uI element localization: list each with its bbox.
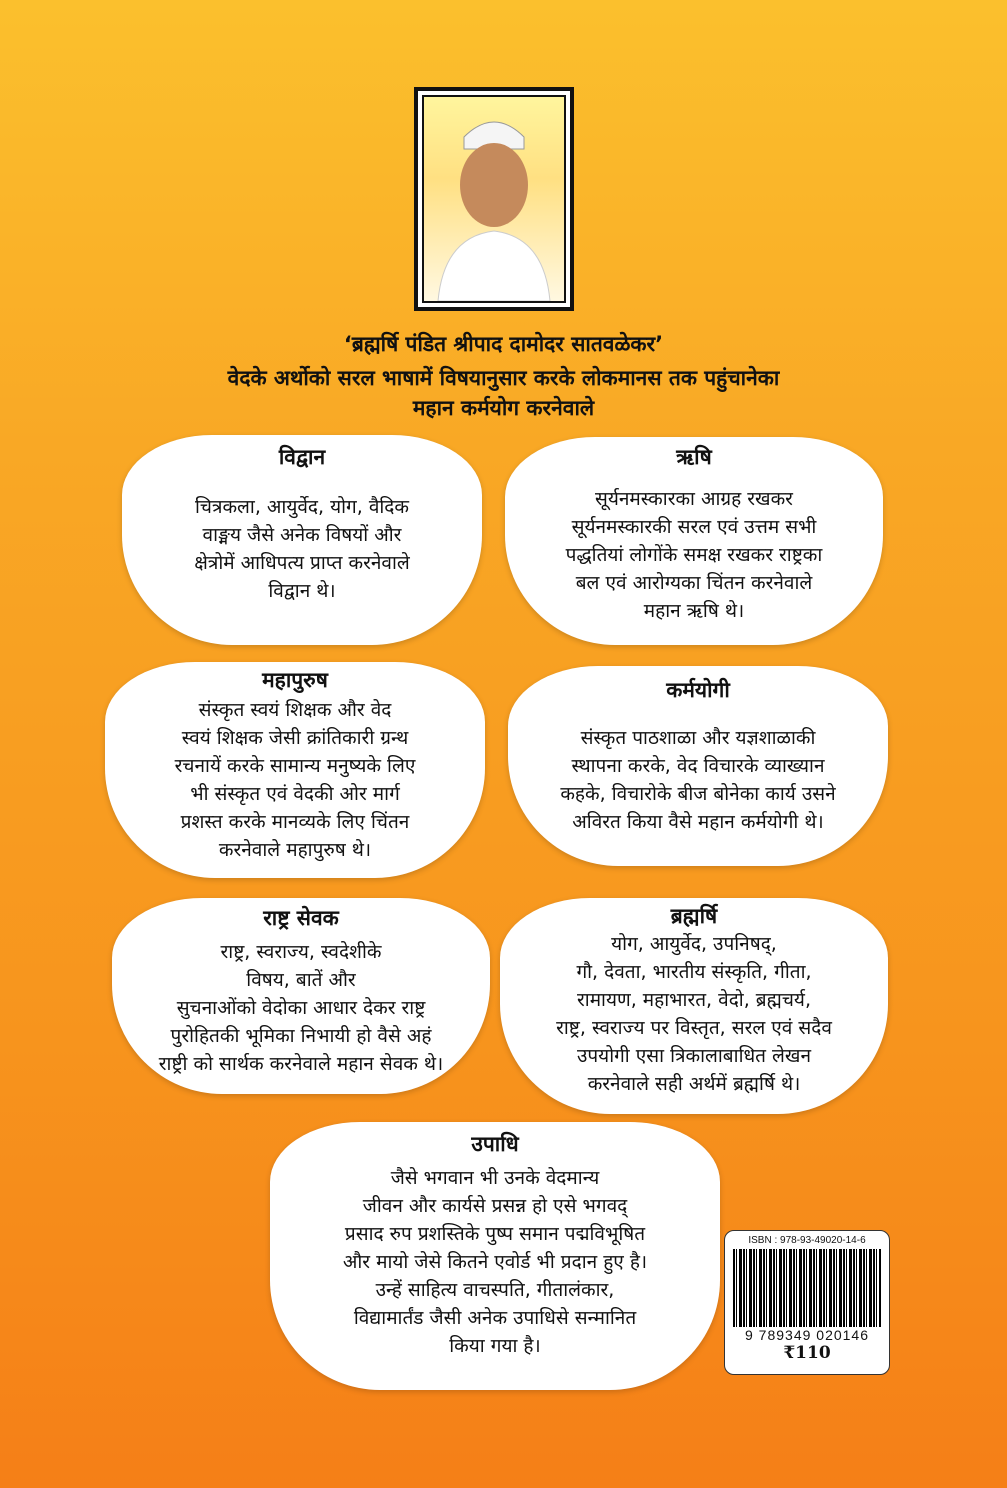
blob-title: राष्ट्र सेवक <box>263 906 339 930</box>
blob-text: सूर्यनमस्कारका आग्रह रखकर सूर्यनमस्कारकी सरल एवं उत्तम सभी पद्धतियां लोगोंके समक्ष रखकर राष्ट्रका बल एवं आरोग्यका चिंतन करनेवाले महान ऋषि थे। <box>565 488 823 622</box>
blob-text: जैसे भगवान भी उनके वेदमान्य जीवन और कार्यसे प्रसन्न हो एसे भगवद् प्रसाद रुप प्रशस्तिके पुष्प समान पद्मविभूषित और मायो जेसे कितने एवोर्ड भी प्रदान हुए है। उन्हें साहित्य वाचस्पति, गीतालंकार, विद्यामार्तंड जैसी अनेक उपाधिसे सन्मानित किया गया है। <box>342 1167 648 1357</box>
blob-text: संस्कृत स्वयं शिक्षक और वेद स्वयं शिक्षक जेसी क्रांतिकारी ग्रन्थ रचनायें करके सामान्य मनुष्यके लिए भी संस्कृत एवं वेदकी ओर मार्ग प्रशस्त करके मानव्यके लिए चिंतन करनेवाले महापुरुष थे। <box>174 699 416 861</box>
portrait-photo <box>422 95 566 303</box>
isbn-label: ISBN : 978-93-49020-14-6 <box>748 1235 866 1246</box>
barcode-icon <box>733 1249 881 1327</box>
author-portrait <box>414 87 574 311</box>
blob-title: उपाधि <box>471 1132 519 1156</box>
price: ₹110 <box>783 1343 831 1363</box>
info-blob-brahmarshi <box>500 898 888 1114</box>
info-blob-karmayogi <box>508 666 888 866</box>
intro-line: महान कर्मयोग करनेवाले <box>412 396 595 420</box>
info-blob-rishi <box>505 437 883 645</box>
isbn-number: 9 789349 020146 <box>745 1327 869 1343</box>
blob-title: कर्मयोगी <box>666 678 730 702</box>
blob-text: संस्कृत पाठशाळा और यज्ञशाळाकी स्थापना करके, वेद विचारके व्याख्यान कहके, विचारोके बीज बोनेका कार्य उसने अविरत किया वैसे महान कर्मयोगी थे। <box>560 727 836 833</box>
blob-text: चित्रकला, आयुर्वेद, योग, वैदिक वाङ्मय जैसे अनेक विषयों और क्षेत्रोमें आधिपत्य प्राप्त करनेवाले विद्वान थे। <box>194 496 410 602</box>
portrait-illustration <box>424 97 564 301</box>
info-blob-mahapurush <box>105 662 485 878</box>
intro-line: वेदके अर्थोको सरल भाषामें विषयानुसार करके लोकमानस तक पहुंचानेका <box>227 366 780 390</box>
info-blob-rashtra-sevak <box>112 898 490 1094</box>
blob-title: ऋषि <box>676 445 712 469</box>
blob-text: योग, आयुर्वेद, उपनिषद्, गौ, देवता, भारतीय संस्कृति, गीता, रामायण, महाभारत, वेदो, ब्रह्मचर्य, राष्ट्र, स्वराज्य पर विस्तृत, सरल एवं सदैव उपयोगी एसा त्रिकालाबाधित लेखन करनेवाले सही अर्थमें ब्रह्मर्षि थे। <box>556 933 832 1095</box>
blob-title: ब्रह्मर्षि <box>670 904 718 928</box>
intro-title: ‘ब्रह्मर्षि पंडित श्रीपाद दामोदर सातवळेकर’ <box>343 332 664 356</box>
blob-title: विद्वान <box>278 445 326 469</box>
info-blob-vidwan <box>122 435 482 645</box>
isbn-barcode-box <box>724 1230 890 1375</box>
blob-title: महापुरुष <box>262 668 328 692</box>
blob-text: राष्ट्र, स्वराज्य, स्वदेशीके विषय, बातें और सुचनाओंको वेदोका आधार देकर राष्ट्र पुरोहितकी भूमिका निभायी हो वैसे अहं राष्ट्री को सार्थक करनेवाले महान सेवक थे। <box>158 941 444 1075</box>
info-blob-upadhi <box>270 1122 720 1390</box>
